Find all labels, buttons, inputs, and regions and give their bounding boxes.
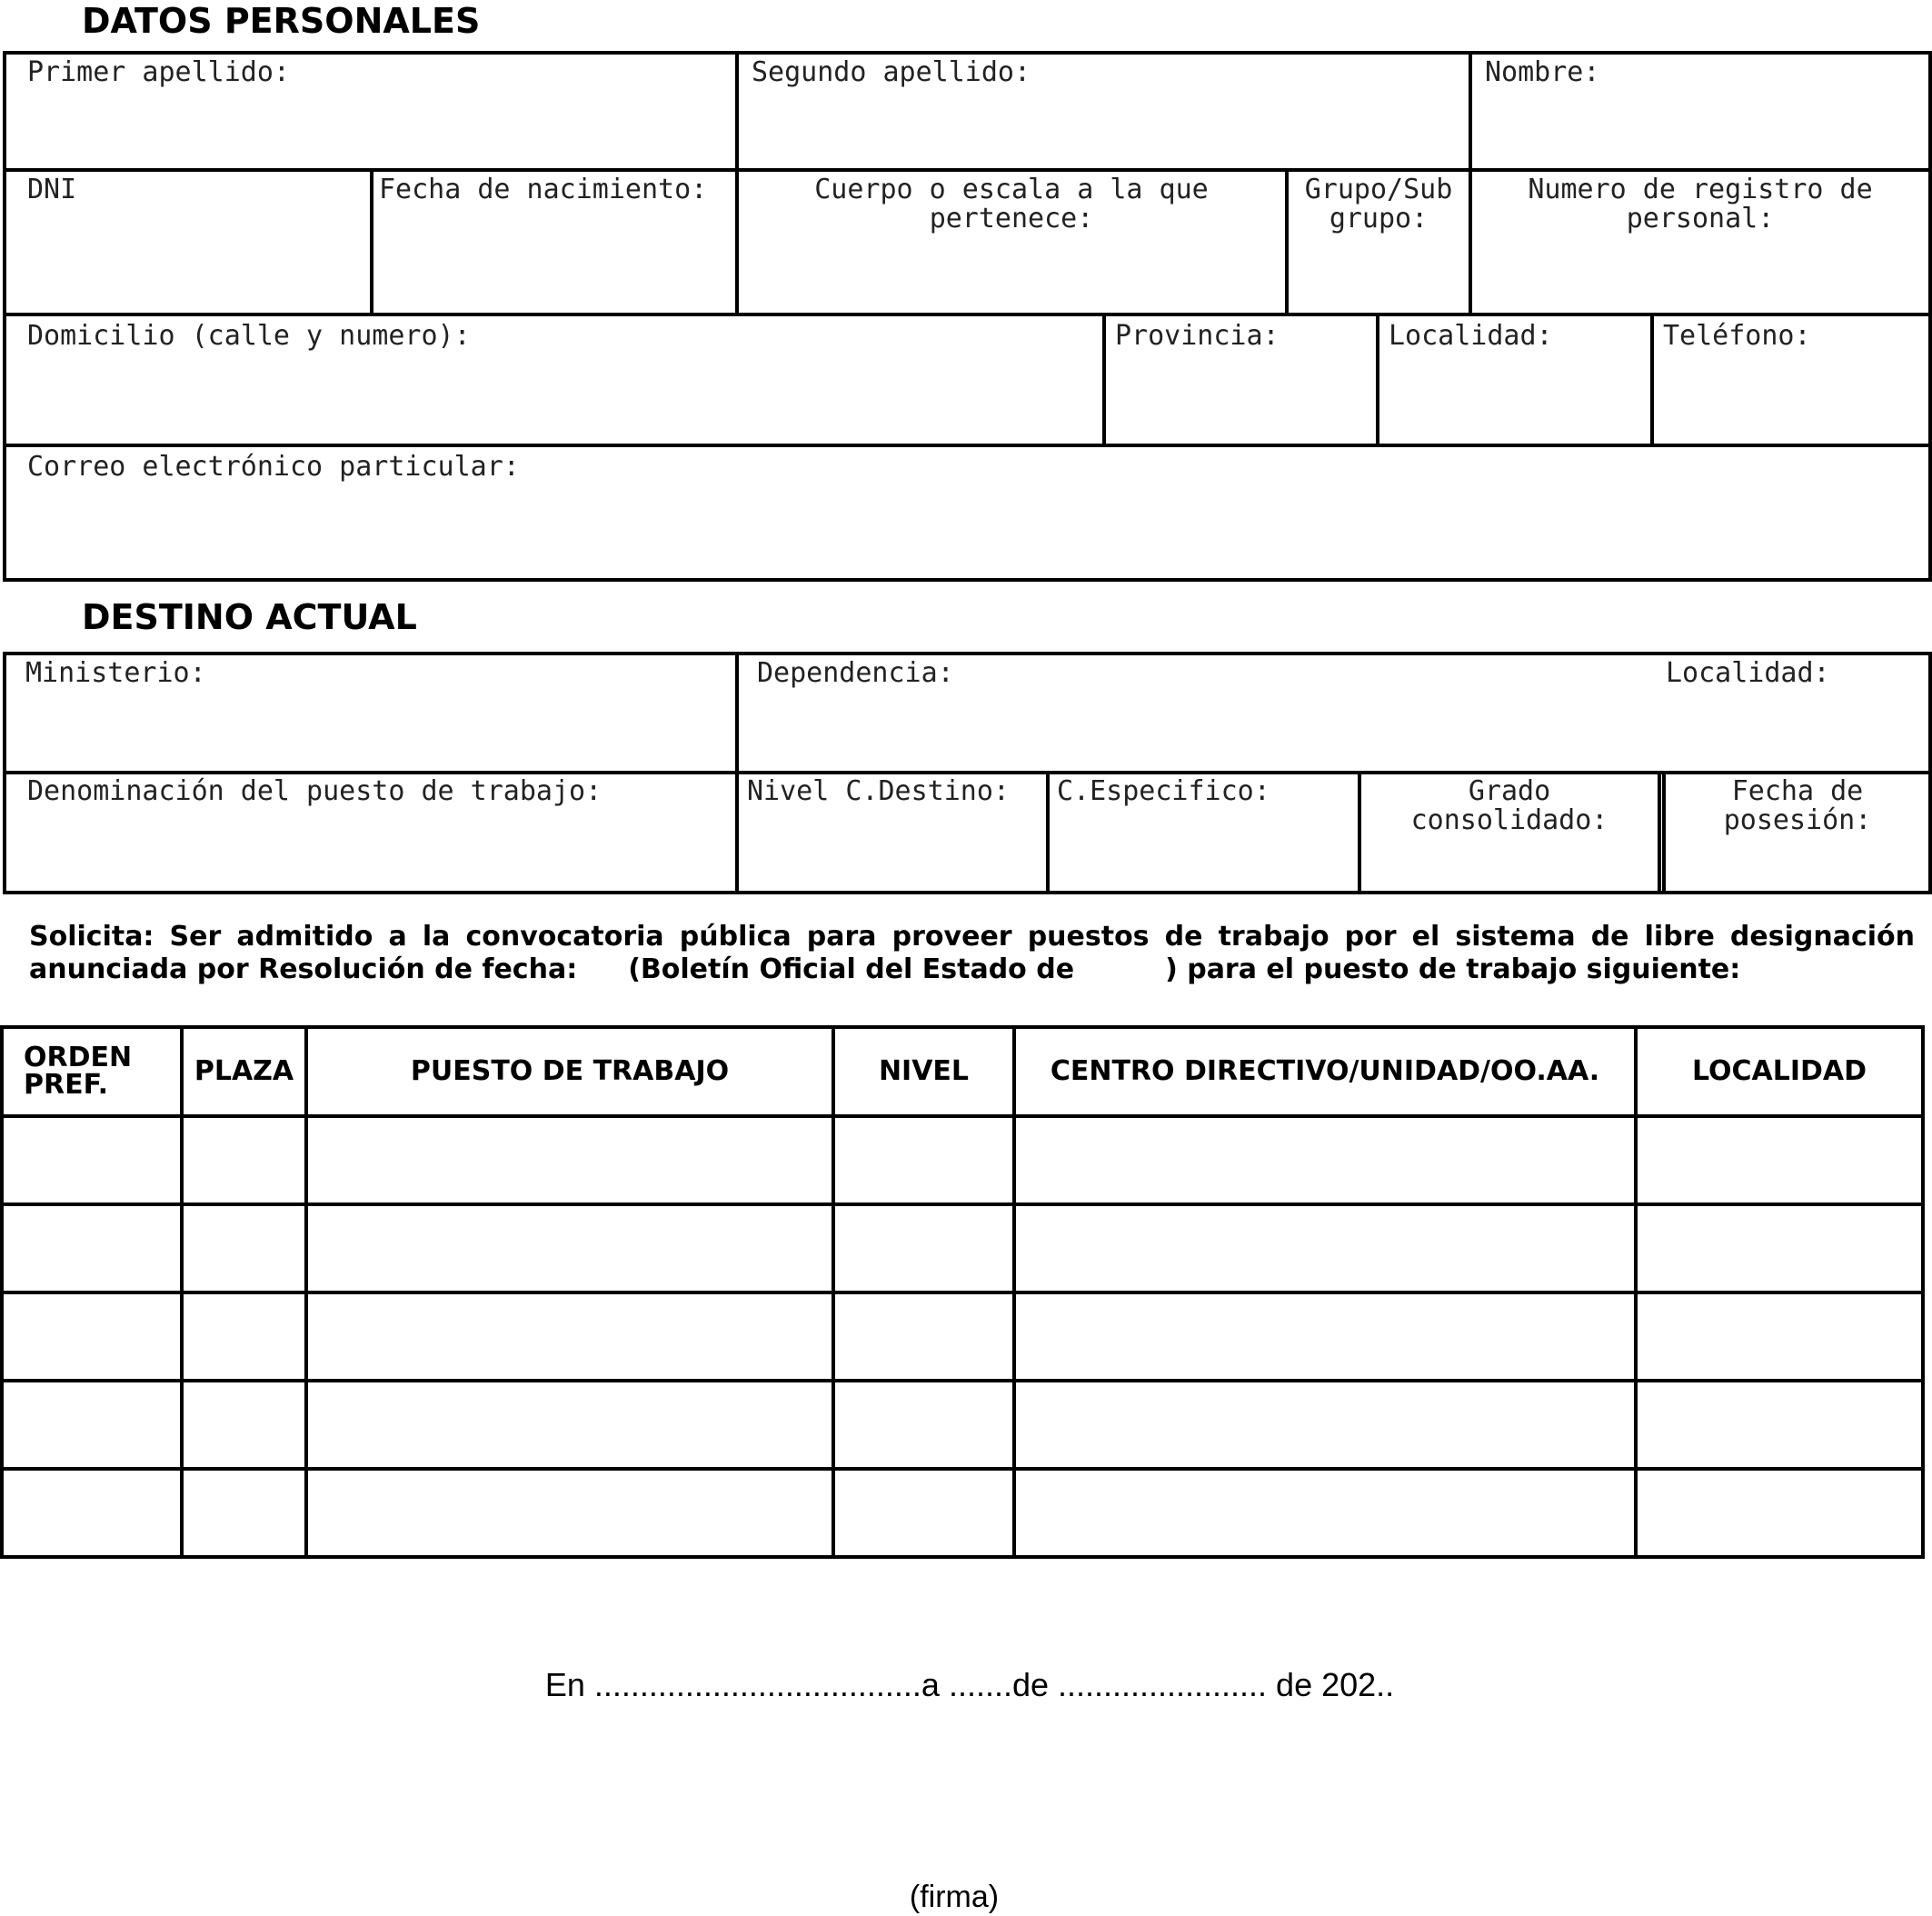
numero-registro-label: Numero de registro de personal: xyxy=(1528,174,1889,235)
cell-orden-pref[interactable] xyxy=(2,1116,182,1204)
table-row xyxy=(2,1204,1923,1292)
nivel-destino-field[interactable] xyxy=(747,773,1045,892)
ministerio-label: Ministerio: xyxy=(25,657,206,689)
header-centro-directivo: CENTRO DIRECTIVO/UNIDAD/OO.AA. xyxy=(1014,1027,1636,1116)
segundo-apellido-field[interactable] xyxy=(742,55,1460,167)
domicilio-label: Domicilio (calle y numero): xyxy=(27,320,471,352)
divider xyxy=(1658,771,1661,894)
plazas-table xyxy=(0,1025,1925,1559)
grado-consolidado-field[interactable] xyxy=(1361,773,1658,892)
cuerpo-escala-field[interactable] xyxy=(739,172,1284,312)
fecha-nacimiento-label: Fecha de nacimiento: xyxy=(379,174,708,205)
localidad-label: Localidad: xyxy=(1389,320,1553,352)
cell-nivel[interactable] xyxy=(833,1469,1014,1557)
localidad-destino-field[interactable] xyxy=(1657,655,1929,770)
cell-puesto-trabajo[interactable] xyxy=(306,1381,833,1469)
c-especifico-label: C.Especifico: xyxy=(1057,775,1270,807)
cell-orden-pref[interactable] xyxy=(2,1381,182,1469)
telefono-label: Teléfono: xyxy=(1663,320,1811,352)
divider xyxy=(735,652,739,894)
primer-apellido-field[interactable] xyxy=(18,55,727,167)
cell-plaza[interactable] xyxy=(182,1116,306,1204)
cell-nivel[interactable] xyxy=(833,1292,1014,1381)
cell-centro-directivo[interactable] xyxy=(1014,1381,1636,1469)
fecha-nacimiento-field[interactable] xyxy=(370,172,735,312)
grupo-subgrupo-field[interactable] xyxy=(1289,172,1469,312)
correo-label: Correo electrónico particular: xyxy=(27,451,520,483)
c-especifico-field[interactable] xyxy=(1051,773,1357,892)
cell-centro-directivo[interactable] xyxy=(1014,1469,1636,1557)
provincia-label: Provincia: xyxy=(1115,320,1280,352)
ministerio-field[interactable] xyxy=(16,655,734,770)
table-row xyxy=(2,1381,1923,1469)
primer-apellido-label: Primer apellido: xyxy=(27,56,290,88)
divider xyxy=(1046,771,1050,894)
solicita-text-2: (Boletín Oficial del Estado de xyxy=(628,953,1075,985)
cell-localidad[interactable] xyxy=(1636,1469,1923,1557)
cell-plaza[interactable] xyxy=(182,1381,306,1469)
provincia-field[interactable] xyxy=(1106,318,1375,442)
table-row xyxy=(2,1292,1923,1381)
cell-puesto-trabajo[interactable] xyxy=(306,1292,833,1381)
localidad-field[interactable] xyxy=(1379,318,1648,442)
divider xyxy=(3,313,1932,316)
fecha-posesion-field[interactable] xyxy=(1666,773,1929,892)
dni-label: DNI xyxy=(27,174,77,205)
cell-plaza[interactable] xyxy=(182,1469,306,1557)
header-puesto-trabajo: PUESTO DE TRABAJO xyxy=(306,1027,833,1116)
telefono-field[interactable] xyxy=(1654,318,1928,442)
header-plaza: PLAZA xyxy=(182,1027,306,1116)
numero-registro-field[interactable] xyxy=(1472,172,1928,312)
cell-localidad[interactable] xyxy=(1636,1381,1923,1469)
denominacion-label: Denominación del puesto de trabajo: xyxy=(27,775,603,807)
dni-field[interactable] xyxy=(18,172,368,312)
segundo-apellido-label: Segundo apellido: xyxy=(752,56,1031,88)
table-header-row xyxy=(2,1027,1923,1116)
header-nivel: NIVEL xyxy=(833,1027,1014,1116)
cell-plaza[interactable] xyxy=(182,1204,306,1292)
dependencia-label: Dependencia: xyxy=(757,657,954,689)
cell-centro-directivo[interactable] xyxy=(1014,1204,1636,1292)
cell-centro-directivo[interactable] xyxy=(1014,1116,1636,1204)
cell-nivel[interactable] xyxy=(833,1381,1014,1469)
cell-nivel[interactable] xyxy=(833,1204,1014,1292)
firma-label: (firma) xyxy=(909,1880,1000,1914)
correo-field[interactable] xyxy=(18,449,1927,578)
cell-orden-pref[interactable] xyxy=(2,1469,182,1557)
header-orden-pref: ORDEN PREF. xyxy=(2,1027,182,1116)
cell-localidad[interactable] xyxy=(1636,1292,1923,1381)
cell-orden-pref[interactable] xyxy=(2,1292,182,1381)
cell-puesto-trabajo[interactable] xyxy=(306,1116,833,1204)
header-localidad: LOCALIDAD xyxy=(1636,1027,1923,1116)
nivel-destino-label: Nivel C.Destino: xyxy=(747,775,1010,807)
cuerpo-escala-label: Cuerpo o escala a la que pertenece: xyxy=(814,174,1225,235)
divider xyxy=(3,444,1932,447)
nombre-label: Nombre: xyxy=(1485,56,1600,88)
cell-orden-pref[interactable] xyxy=(2,1204,182,1292)
solicita-text-1: Solicita: Ser admitido a la convocatoria pública para proveer puestos de trabajo por el sistema de libre designación anunciada por Resolución de fecha: xyxy=(29,921,1915,985)
domicilio-field[interactable] xyxy=(18,318,1100,442)
fecha-posesion-label: Fecha de posesión: xyxy=(1723,775,1880,836)
nombre-field[interactable] xyxy=(1476,55,1928,167)
localidad-destino-label: Localidad: xyxy=(1666,657,1830,689)
fecha-lugar-line: En ....................................a .......de ....................... de 202.. xyxy=(544,1666,1395,1703)
cell-centro-directivo[interactable] xyxy=(1014,1292,1636,1381)
grupo-subgrupo-label: Grupo/Sub grupo: xyxy=(1304,174,1469,235)
cell-puesto-trabajo[interactable] xyxy=(306,1204,833,1292)
cell-puesto-trabajo[interactable] xyxy=(306,1469,833,1557)
solicita-paragraph xyxy=(29,921,1915,986)
section-title-datos-personales: DATOS PERSONALES xyxy=(82,1,481,41)
cell-localidad[interactable] xyxy=(1636,1116,1923,1204)
grado-consolidado-label: Grado consolidado: xyxy=(1410,775,1608,836)
dependencia-field[interactable] xyxy=(748,655,1566,770)
cell-localidad[interactable] xyxy=(1636,1204,1923,1292)
table-row xyxy=(2,1116,1923,1204)
cell-nivel[interactable] xyxy=(833,1116,1014,1204)
solicita-text-3: ) para el puesto de trabajo siguiente: xyxy=(1165,953,1741,985)
table-row xyxy=(2,1469,1923,1557)
section-title-destino-actual: DESTINO ACTUAL xyxy=(82,597,417,637)
cell-plaza[interactable] xyxy=(182,1292,306,1381)
denominacion-field[interactable] xyxy=(18,773,732,892)
